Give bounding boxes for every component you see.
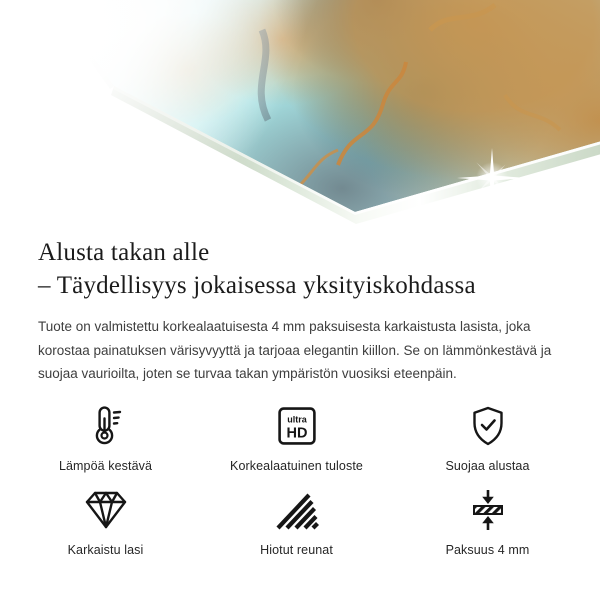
ultra-hd-top-text: ultra xyxy=(286,414,307,424)
product-photo xyxy=(0,0,600,230)
shield-check-icon xyxy=(466,402,510,450)
feature-label: Lämpöä kestävä xyxy=(58,458,153,473)
feature-heat-resistant xyxy=(10,402,201,473)
feature-polished-edges xyxy=(201,486,392,557)
feature-label: Paksuus 4 mm xyxy=(445,542,530,557)
feature-high-quality-print xyxy=(201,402,392,473)
beveled-edges-icon xyxy=(275,486,319,534)
feature-label: Hiotut reunat xyxy=(260,542,333,557)
feature-label: Suojaa alustaa xyxy=(445,458,530,473)
sparkle-icon xyxy=(457,143,527,213)
diamond-icon xyxy=(83,486,129,534)
feature-thickness xyxy=(392,486,583,557)
body-text: Tuote on valmistettu korkealaatuisesta 4 mm paksuisesta karkaistusta lasista, joka korostaa painatuksen värisyvyyttä ja tarjoaa elegantin kiillon. Se on lämmönkestävä ja suojaa vaurioilta, joten se turvaa takan ympäristön vuosiksi eteenpäin. xyxy=(38,319,552,381)
ultra-hd-icon xyxy=(275,402,319,450)
page-title-line2: – Täydellisyys jokaisessa yksityiskohdassa xyxy=(38,272,476,299)
page-title-line1: Alusta takan alle xyxy=(38,239,210,266)
thickness-icon xyxy=(466,486,510,534)
feature-label: Karkaistu lasi xyxy=(67,542,144,557)
feature-protects-base xyxy=(392,402,583,473)
feature-grid xyxy=(10,402,583,557)
page-title xyxy=(38,236,570,302)
feature-tempered-glass xyxy=(10,486,201,557)
ultra-hd-bottom-text: HD xyxy=(286,425,307,441)
product-description-section xyxy=(0,236,600,557)
feature-label: Korkealaatuinen tuloste xyxy=(230,458,363,473)
thermometer-icon xyxy=(84,402,128,450)
